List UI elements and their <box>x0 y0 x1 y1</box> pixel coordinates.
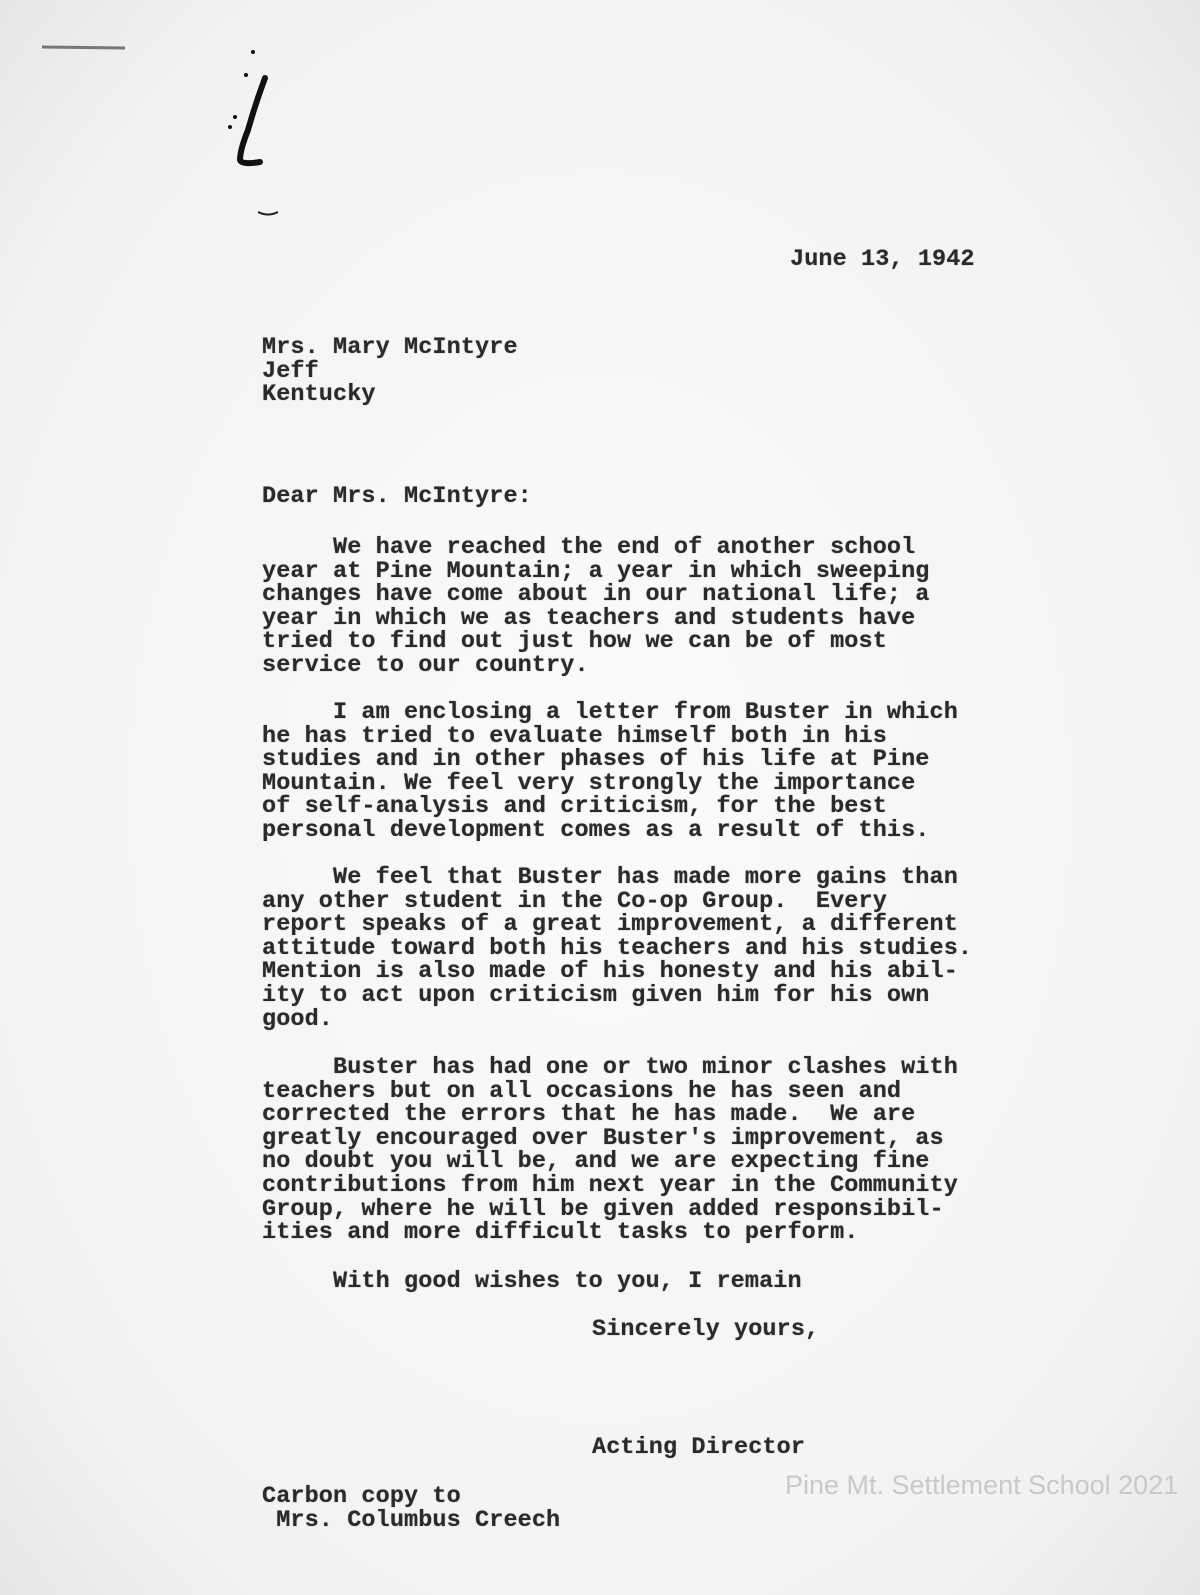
watermark: Pine Mt. Settlement School 2021 <box>785 1470 1179 1500</box>
sign-off: Sincerely yours, <box>592 1316 820 1343</box>
text-line: personal development comes as a result of this. <box>262 816 930 844</box>
text-line: any other student in the Co-op Group. Every <box>262 887 887 915</box>
text-line: Mountain. We feel very strongly the importance <box>262 769 916 797</box>
salutation: Dear Mrs. McIntyre: <box>262 483 532 510</box>
text-line: Group, where he will be given added responsibil- <box>262 1195 944 1223</box>
text-line: of self-analysis and criticism, for the best <box>262 793 887 821</box>
text-line: service to our country. <box>262 651 589 679</box>
cc-label: Carbon copy to <box>262 1483 461 1510</box>
letter-date: June 13, 1942 <box>790 246 975 273</box>
text-line: contributions from him next year in the Community <box>262 1171 958 1199</box>
text-line: changes have come about in our national life; a <box>262 581 930 609</box>
address-line: Kentucky <box>262 381 376 409</box>
text-line: ities and more difficult tasks to perform. <box>262 1219 859 1247</box>
paragraph-4 <box>262 1056 958 1245</box>
text-line: Mention is also made of his honesty and his abil- <box>262 958 958 986</box>
text-line: studies and in other phases of his life at Pine <box>262 746 930 774</box>
paragraph-2 <box>262 701 958 843</box>
cc-name: Mrs. Columbus Creech <box>262 1506 561 1534</box>
text-line: good. <box>262 1005 334 1033</box>
paragraph-3 <box>262 866 972 1031</box>
text-line: no doubt you will be, and we are expecting fine <box>262 1148 930 1176</box>
recipient-address <box>262 336 518 407</box>
paragraph-1 <box>262 536 930 678</box>
carbon-copy <box>262 1485 560 1532</box>
text-line: attitude toward both his teachers and his studies. <box>262 934 973 962</box>
text-line: corrected the errors that he has made. We are <box>262 1101 916 1129</box>
text-line: We have reached the end of another school <box>262 534 916 561</box>
text-line: greatly encouraged over Buster's improvement, as <box>262 1124 944 1152</box>
text-line: he has tried to evaluate himself both in his <box>262 722 887 750</box>
address-line: Mrs. Mary McIntyre <box>262 334 518 361</box>
text-line: Buster has had one or two minor clashes with <box>262 1054 958 1081</box>
text-line: We feel that Buster has made more gains than <box>262 864 958 891</box>
closing-line: With good wishes to you, I remain <box>262 1268 802 1295</box>
text-line: ity to act upon criticism given him for his own <box>262 981 930 1009</box>
text-line: year in which we as teachers and students have <box>262 604 916 632</box>
text-line: year at Pine Mountain; a year in which sweeping <box>262 557 930 585</box>
text-line: I am enclosing a letter from Buster in which <box>262 699 958 726</box>
handwritten-mark <box>30 35 280 225</box>
address-line: Jeff <box>262 357 319 385</box>
text-line: report speaks of a great improvement, a different <box>262 911 958 939</box>
text-line: teachers but on all occasions he has seen and <box>262 1077 902 1105</box>
signer-title: Acting Director <box>592 1434 806 1461</box>
text-line: tried to find out just how we can be of most <box>262 628 887 656</box>
